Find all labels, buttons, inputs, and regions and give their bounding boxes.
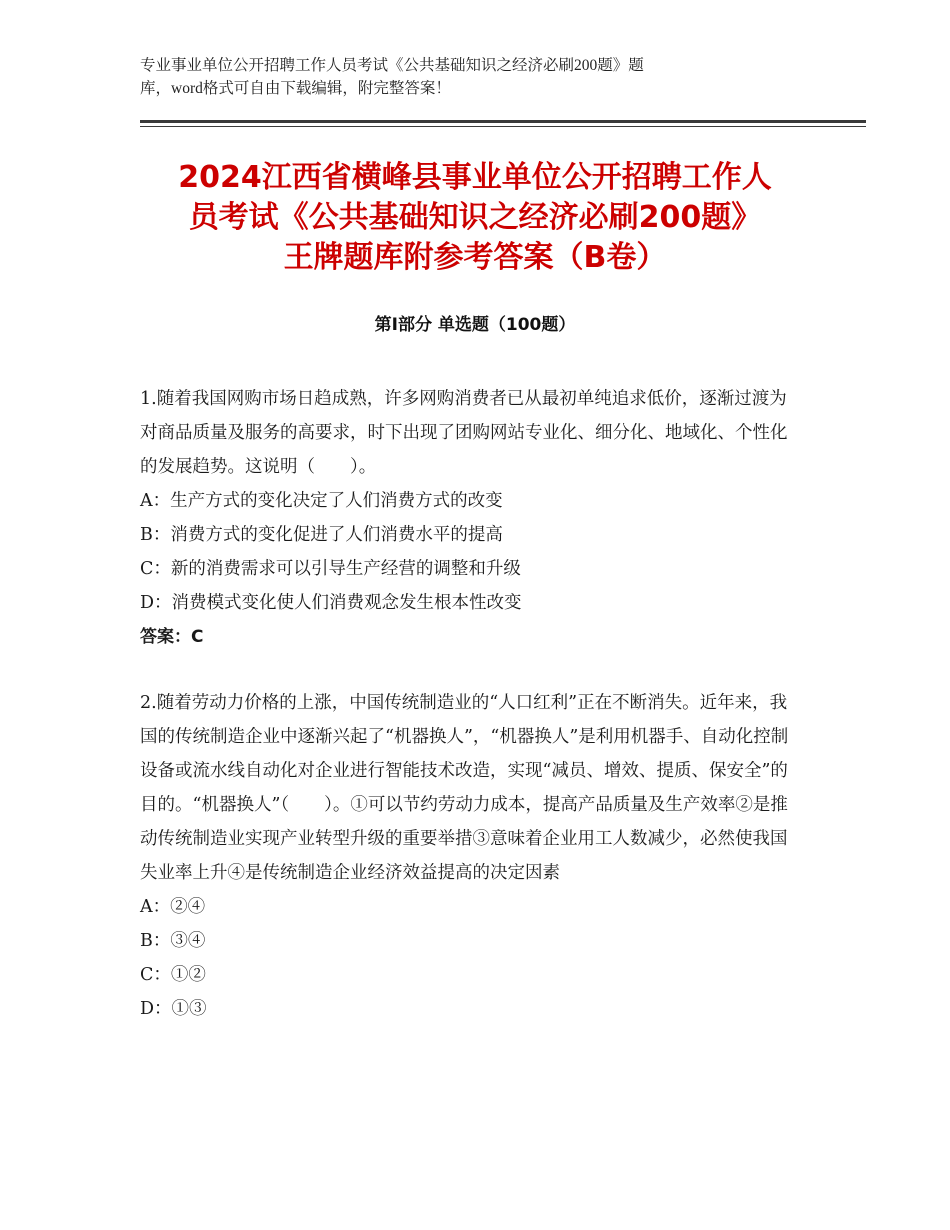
document-title (120, 158, 830, 278)
question-stem: 1.随着我国网购市场日趋成熟，许多网购消费者已从最初单纯追求低价，逐渐过渡为对商品质量及服务的高要求，时下出现了团购网站专业化、细分化、地域化、个性化的发展趋势。这说明（ ）。 (140, 389, 788, 477)
option-b: B：消费方式的变化促进了人们消费水平的提高 (140, 525, 503, 545)
header-divider-thin (140, 126, 866, 127)
option-a: A：②④ (140, 897, 206, 917)
header-divider-thick (140, 120, 866, 123)
title-line: 2024江西省横峰县事业单位公开招聘工作人 (178, 160, 772, 195)
title-line: 王牌题库附参考答案（B卷） (283, 240, 667, 275)
section-title: 第Ⅰ部分 单选题（100题） (374, 315, 576, 335)
option-c: C：①② (140, 965, 206, 985)
question-1 (140, 382, 800, 654)
header-note-line: 库，word格式可自由下载编辑，附完整答案！ (140, 80, 451, 97)
option-b: B：③④ (140, 931, 206, 951)
option-d: D：①③ (140, 999, 207, 1019)
question-stem: 2.随着劳动力价格的上涨，中国传统制造业的“人口红利”正在不断消失。近年来，我国的传统制造企业中逐渐兴起了“机器换人”，“机器换人”是利用机器手、自动化控制设备或流水线自动化对企业进行智能技术改造，实现“减员、增效、提质、保安全”的目的。“机器换人”（ ）。①可以节约劳动力成本，提高产品质量及生产效率②是推动传统制造业实现产业转型升级的重要举措③意味着企业用工人数减少，必然使我国失业率上升④是传统制造企业经济效益提高的决定因素 (140, 693, 789, 883)
answer-text: 答案：C (140, 627, 204, 647)
option-a: A：生产方式的变化决定了人们消费方式的改变 (140, 491, 503, 511)
question-2 (140, 686, 800, 1026)
header-note-line: 专业事业单位公开招聘工作人员考试《公共基础知识之经济必刷200题》题 (140, 57, 644, 74)
option-d: D：消费模式变化使人们消费观念发生根本性改变 (140, 593, 522, 613)
option-c: C：新的消费需求可以引导生产经营的调整和升级 (140, 559, 521, 579)
title-line: 员考试《公共基础知识之经济必刷200题》 (188, 200, 762, 235)
header-note (140, 54, 780, 100)
